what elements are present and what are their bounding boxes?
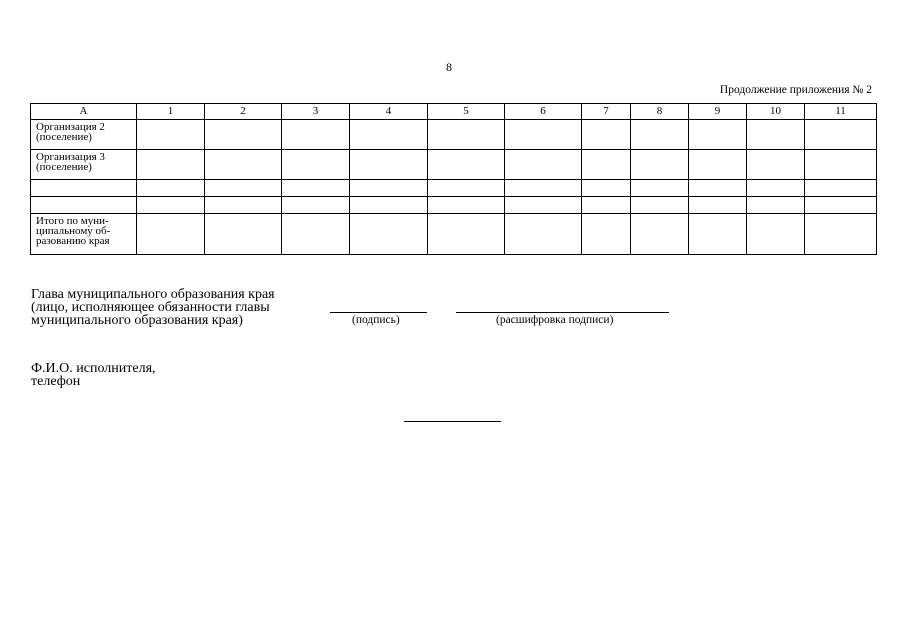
table-cell [350, 214, 428, 255]
table-cell [428, 214, 505, 255]
table-cell [631, 214, 689, 255]
table-cell [350, 120, 428, 150]
table-cell [428, 197, 505, 214]
table-cell [747, 214, 805, 255]
table-cell [428, 180, 505, 197]
table-cell [505, 197, 582, 214]
signature-caption: (подпись) [352, 314, 400, 326]
table-cell [137, 180, 205, 197]
signature-line [330, 312, 427, 313]
table-cell [137, 214, 205, 255]
column-header: 1 [137, 104, 205, 120]
table-header-row [31, 104, 877, 120]
table-cell [582, 197, 631, 214]
table-cell [205, 120, 282, 150]
table-row [31, 120, 877, 150]
table-cell [205, 197, 282, 214]
table-cell [505, 214, 582, 255]
table-cell [747, 180, 805, 197]
table-cell [747, 150, 805, 180]
report-table [30, 103, 877, 255]
table-cell [350, 197, 428, 214]
column-header: 2 [205, 104, 282, 120]
column-header: 4 [350, 104, 428, 120]
table-cell [282, 197, 350, 214]
column-header: 9 [689, 104, 747, 120]
decryption-line [456, 312, 669, 313]
row-label-organization-3: Организация 3 (поселение) [31, 150, 137, 180]
table-row-total [31, 214, 877, 255]
table-cell [747, 120, 805, 150]
table-cell [747, 197, 805, 214]
table-cell [505, 120, 582, 150]
table-cell [631, 120, 689, 150]
end-divider [404, 421, 501, 422]
decryption-caption: (расшифровка подписи) [496, 314, 614, 326]
table-cell [689, 180, 747, 197]
column-header: 7 [582, 104, 631, 120]
table-cell [205, 150, 282, 180]
table-cell [137, 150, 205, 180]
page-number: 8 [446, 60, 452, 74]
table-cell [805, 180, 877, 197]
table-cell [631, 150, 689, 180]
table-cell [631, 180, 689, 197]
table-cell [689, 150, 747, 180]
column-header: 5 [428, 104, 505, 120]
table-cell [805, 214, 877, 255]
table-cell [428, 120, 505, 150]
table-cell [689, 214, 747, 255]
table-cell [689, 197, 747, 214]
table-cell [137, 120, 205, 150]
table-cell [505, 150, 582, 180]
table-cell [137, 197, 205, 214]
table-cell [805, 197, 877, 214]
table-cell [282, 150, 350, 180]
table-row [31, 197, 877, 214]
executor-label: Ф.И.О. исполнителя, телефон [31, 361, 156, 389]
column-header: 11 [805, 104, 877, 120]
table-cell [689, 120, 747, 150]
table-cell [805, 120, 877, 150]
table-cell [805, 150, 877, 180]
table-row [31, 150, 877, 180]
table-cell [350, 180, 428, 197]
table-cell [631, 197, 689, 214]
table-cell [505, 180, 582, 197]
row-label-total: Итого по муни- ципальному об- разованию края [31, 214, 137, 255]
table-cell [205, 180, 282, 197]
table-cell [582, 180, 631, 197]
row-label-organization-2: Организация 2 (поселение) [31, 120, 137, 150]
table-cell [282, 120, 350, 150]
column-header: 6 [505, 104, 582, 120]
table-cell [31, 180, 137, 197]
table-cell [282, 180, 350, 197]
column-header: 3 [282, 104, 350, 120]
column-header: А [31, 104, 137, 120]
table-cell [582, 150, 631, 180]
table-cell [582, 214, 631, 255]
appendix-label: Продолжение приложения № 2 [719, 84, 872, 96]
table-cell [282, 214, 350, 255]
table-cell [205, 214, 282, 255]
table-cell [31, 197, 137, 214]
table-row [31, 180, 877, 197]
table-cell [428, 150, 505, 180]
table-cell [350, 150, 428, 180]
head-of-municipality-label: Глава муниципального образования края (лицо, исполняющее обязанности главы муниципального образования края) [31, 287, 275, 328]
column-header: 8 [631, 104, 689, 120]
column-header: 10 [747, 104, 805, 120]
table-cell [582, 120, 631, 150]
